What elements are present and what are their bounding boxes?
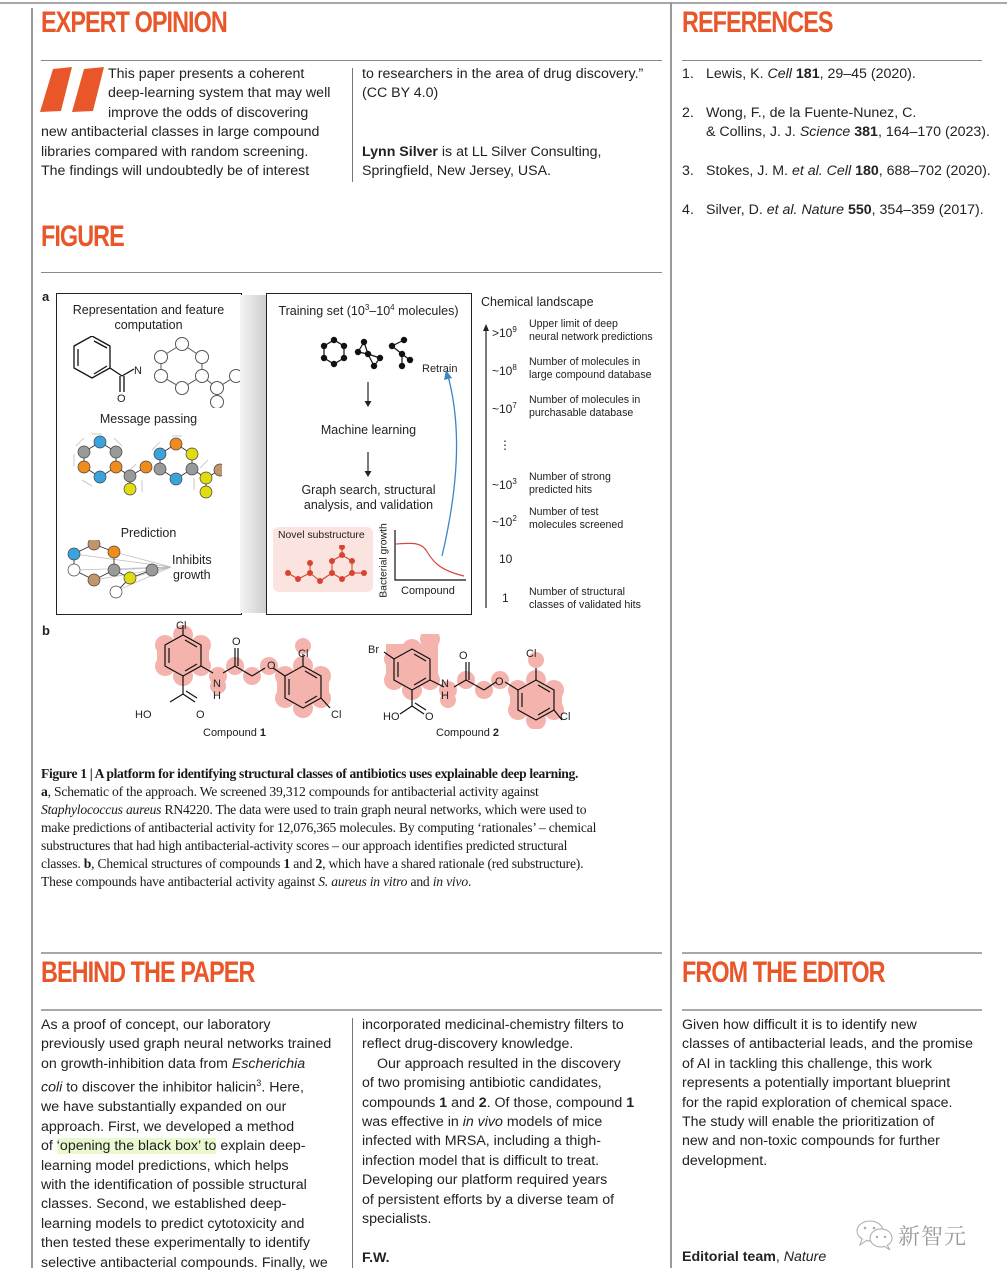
body-line: previously used graph neural networks trained xyxy=(41,1036,332,1053)
scale-exp: 9 xyxy=(512,325,517,334)
body-line: reflect drug-discovery knowledge. xyxy=(362,1036,574,1053)
caption-panel-ref: a xyxy=(41,784,48,799)
reference-journal: Cell xyxy=(826,163,852,179)
italic-text: in vivo xyxy=(462,1114,503,1131)
landscape-description xyxy=(529,506,623,532)
body-line xyxy=(362,1113,662,1132)
behind-paper-col1 xyxy=(41,1016,346,1273)
representation-title: Representation and feature xyxy=(72,303,225,317)
signature-sep: , xyxy=(775,1249,784,1265)
right-column-rule xyxy=(670,2,672,1268)
body-line: specialists. xyxy=(362,1211,432,1228)
behind-paper-col2 xyxy=(362,1016,662,1268)
inhibits-text: Inhibits xyxy=(172,553,212,567)
compound-2-n: N xyxy=(441,678,449,690)
arrow-down-icon xyxy=(363,382,373,408)
training-text: –10 xyxy=(369,304,391,319)
body-line: we have substantially expanded on our xyxy=(41,1099,287,1116)
novel-substructure-label: Novel substructure xyxy=(278,530,365,541)
landscape-value: 1 xyxy=(502,591,509,605)
author-location: Springfield, New Jersey, USA. xyxy=(362,163,551,180)
body-line: classes of antibacterial leads, and the promise xyxy=(682,1036,974,1053)
body-line: Developing our platform required years xyxy=(362,1172,608,1189)
training-set-label xyxy=(266,303,471,318)
training-text: molecules) xyxy=(394,304,459,319)
quote-line: improve the odds of discovering xyxy=(108,104,309,121)
from-editor-top-rule xyxy=(682,952,982,954)
body-text: was effective in xyxy=(362,1114,463,1131)
representation-title-2: computation xyxy=(114,318,183,332)
scale-exp: 7 xyxy=(512,401,517,410)
body-line xyxy=(41,1137,346,1156)
landscape-value xyxy=(492,325,517,340)
compound-2-label xyxy=(436,727,499,739)
reference-volume: 550 xyxy=(847,202,872,218)
caption-line xyxy=(41,873,661,891)
body-line: Given how difficult it is to identify new xyxy=(682,1017,917,1033)
body-line: new and non-toxic compounds for further xyxy=(682,1133,940,1150)
reference-pages: , 164–170 (2023). xyxy=(877,124,990,141)
compound-1-o-ether: O xyxy=(267,660,276,672)
desc-line: predicted hits xyxy=(529,484,593,496)
landscape-description xyxy=(529,356,652,382)
training-exp: 4 xyxy=(390,303,395,312)
body-line: for the rapid exploration of chemical space. xyxy=(682,1094,953,1111)
compound-1-o-acid: O xyxy=(196,709,205,721)
scale-prefix: ~10 xyxy=(492,515,513,529)
message-passing-graphs xyxy=(72,432,222,500)
body-line: incorporated medicinal-chemistry filters to xyxy=(362,1017,624,1033)
compound-2-o-ether: O xyxy=(495,676,504,688)
desc-line: large compound database xyxy=(529,369,652,381)
compound-2-o-acid: O xyxy=(425,711,434,723)
caption-line: substructures that had high antibacterial-activity scores – our approach identifies predicted structural xyxy=(41,838,568,853)
body-line: The study will enable the prioritization of xyxy=(682,1114,935,1131)
quote-line: to researchers in the area of drug discovery.” xyxy=(362,66,644,82)
compound-ref: 1 xyxy=(439,1094,448,1111)
compound-2-ho: HO xyxy=(383,711,400,723)
desc-line: Number of structural xyxy=(529,586,625,598)
expert-quote-col2 xyxy=(362,65,662,181)
signature-bold: Editorial team xyxy=(682,1249,776,1265)
reference-journal: Science xyxy=(799,124,851,141)
compound-ref: 2 xyxy=(478,1094,487,1111)
reference-item xyxy=(682,65,916,84)
landscape-description xyxy=(529,394,640,420)
body-line: with the identification of possible structural xyxy=(41,1176,307,1193)
body-line: development. xyxy=(682,1152,768,1169)
landscape-arrow xyxy=(481,322,491,608)
quote-line: deep-learning system that may well xyxy=(108,85,331,102)
species-italic: coli xyxy=(41,1079,63,1096)
landscape-description xyxy=(529,471,611,497)
expert-quote-col1 xyxy=(41,65,341,181)
author-line xyxy=(362,143,662,162)
novel-substructure-molecule xyxy=(282,545,372,587)
compound-2-cl-right: Cl xyxy=(560,711,571,723)
scale-prefix: ~10 xyxy=(492,402,513,416)
body-text: on growth-inhibition data from xyxy=(41,1055,232,1072)
caption-species: Staphylococcus aureus xyxy=(41,802,162,817)
desc-line: molecules screened xyxy=(529,519,624,531)
compound-text: Compound xyxy=(436,727,493,739)
body-text: and xyxy=(447,1094,479,1111)
atom-o-label: O xyxy=(117,393,126,405)
caption-text: , Chemical structures of compounds xyxy=(91,856,284,871)
growth-text: growth xyxy=(173,568,211,582)
left-column-rule xyxy=(31,8,33,1268)
reference-journal: Nature xyxy=(801,202,845,218)
behind-paper-top-rule xyxy=(41,952,662,954)
highlighted-phrase[interactable]: ‘opening the black box’ to xyxy=(56,1138,217,1155)
caption-italic: in vivo xyxy=(432,874,468,889)
panel-b-label: b xyxy=(42,623,50,638)
reference-pages: , 354–359 (2017). xyxy=(871,202,984,218)
reference-item xyxy=(682,201,984,220)
quote-line: The findings will undoubtedly be of interest xyxy=(41,163,310,180)
reference-number: 2. xyxy=(682,105,694,121)
compound-1-ho: HO xyxy=(135,709,152,721)
body-line: of persistent efforts by a diverse team of xyxy=(362,1191,615,1208)
desc-line: Number of molecules in xyxy=(529,394,641,406)
body-text: models of mice xyxy=(502,1114,603,1131)
arrow-down-icon xyxy=(363,452,373,478)
wechat-icon xyxy=(855,1219,895,1251)
references-heading: REFERENCES xyxy=(682,6,833,39)
reference-number: 1. xyxy=(682,66,694,82)
from-the-editor-heading: FROM THE EDITOR xyxy=(682,956,885,989)
caption-text: and xyxy=(407,874,433,889)
caption-compound-ref: 2 xyxy=(315,856,323,871)
body-line: As a proof of concept, our laboratory xyxy=(41,1017,271,1033)
training-text: Training set (10 xyxy=(278,304,365,319)
body-text: compounds xyxy=(362,1094,440,1111)
body-text: explain deep- xyxy=(216,1138,306,1155)
compound-2-structure xyxy=(372,634,572,729)
body-line: of two promising antibiotic candidates, xyxy=(362,1075,602,1092)
desc-line: Upper limit of deep xyxy=(529,318,618,330)
compound-number: 2 xyxy=(492,727,499,739)
compound-1-cl-right: Cl xyxy=(331,709,342,721)
from-editor-text xyxy=(682,1016,987,1171)
caption-text: . xyxy=(467,874,472,889)
compound-axis-label: Compound xyxy=(401,585,455,597)
reference-number: 3. xyxy=(682,163,694,179)
top-rule xyxy=(0,2,1007,4)
landscape-value xyxy=(492,514,517,529)
quote-line: libraries compared with random screening. xyxy=(41,143,309,160)
reference-pages: , 688–702 (2020). xyxy=(878,163,991,179)
compound-2-br: Br xyxy=(368,644,379,656)
reference-volume: 381 xyxy=(854,124,878,141)
desc-line: classes of validated hits xyxy=(529,599,641,611)
scale-prefix: ~10 xyxy=(492,364,513,378)
quote-line: new antibacterial classes in large compound xyxy=(41,124,320,141)
benzamide-structure xyxy=(64,336,244,408)
quote-line: (CC BY 4.0) xyxy=(362,85,439,102)
compound-number: 1 xyxy=(259,727,266,739)
body-line: learning model predictions, which helps xyxy=(41,1157,289,1174)
prediction-label: Prediction xyxy=(120,526,177,540)
desc-line: Number of strong xyxy=(529,471,611,483)
desc-line: Number of molecules in xyxy=(529,356,641,368)
compound-2-o-carbonyl: O xyxy=(459,650,468,662)
body-line xyxy=(362,1094,662,1113)
editor-signature xyxy=(682,1248,826,1267)
reference-number: 4. xyxy=(682,202,694,218)
scale-exp: 3 xyxy=(512,477,517,486)
quote-line: This paper presents a coherent xyxy=(108,66,305,82)
figure-caption xyxy=(41,765,661,891)
compound-1-cl-ring: Cl xyxy=(298,648,309,660)
author-affiliation: is at LL Silver Consulting, xyxy=(437,143,602,160)
caption-text: These compounds have antibacterial activity against xyxy=(41,874,319,889)
body-line: approach. First, we developed a method xyxy=(41,1118,295,1135)
landscape-value xyxy=(492,401,517,416)
reference-authors: Wong, F., de la Fuente-Nunez, C. xyxy=(706,105,917,121)
landscape-value: 10 xyxy=(499,552,513,566)
body-text: . Of those, compound xyxy=(486,1094,627,1111)
reference-journal: Cell xyxy=(767,66,792,82)
signature-italic: Nature xyxy=(783,1249,827,1265)
landscape-value xyxy=(492,363,517,378)
landscape-description xyxy=(529,586,641,612)
body-text: . Here, xyxy=(261,1079,304,1096)
landscape-description xyxy=(529,318,653,344)
panel-a-label: a xyxy=(42,289,50,304)
references-rule xyxy=(682,60,982,61)
caption-text: , which have a shared rationale (red substructure). xyxy=(322,856,584,871)
compound-1-cl-top: Cl xyxy=(176,620,187,632)
chemical-landscape-title: Chemical landscape xyxy=(481,295,594,309)
retrain-label: Retrain xyxy=(422,363,458,375)
desc-line: purchasable database xyxy=(529,407,634,419)
reference-authors: & Collins, J. J. xyxy=(706,124,800,141)
behind-paper-rule xyxy=(41,1009,662,1011)
body-line: of AI in tackling this challenge, this work xyxy=(682,1055,932,1072)
caption-line xyxy=(41,783,661,801)
reference-authors: Stokes, J. M. xyxy=(706,163,792,179)
reference-volume: 180 xyxy=(855,163,879,179)
prediction-graph xyxy=(66,540,176,602)
caption-compound-ref: 1 xyxy=(283,856,291,871)
scale-exp: 8 xyxy=(512,363,517,372)
reference-authors: Silver, D. xyxy=(706,202,767,218)
body-line: selective antibacterial compounds. Finally, we xyxy=(41,1254,328,1271)
scale-prefix: >10 xyxy=(492,326,513,340)
reference-item xyxy=(682,104,990,143)
desc-line: Number of test xyxy=(529,506,599,518)
compound-2-h: H xyxy=(441,690,449,702)
landscape-ellipsis: ⋮ xyxy=(499,438,511,452)
caption-text: and xyxy=(290,856,316,871)
message-passing-label: Message passing xyxy=(99,412,198,426)
reference-authors: Lewis, K. xyxy=(706,66,768,82)
body-line: then tested these experimentally to identify xyxy=(41,1235,310,1252)
compound-1-n: N xyxy=(213,678,221,690)
scale-prefix: ~10 xyxy=(492,478,513,492)
caption-italic: in vitro xyxy=(366,874,408,889)
caption-title: Figure 1 | A platform for identifying structural classes of antibiotics uses explainable deep learning. xyxy=(41,766,578,781)
caption-text: classes. xyxy=(41,856,84,871)
reference-etal: et al. xyxy=(766,202,798,218)
body-line: Our approach resulted in the discovery xyxy=(377,1055,621,1072)
reference-volume: 181 xyxy=(795,66,820,82)
body-line: infection model that is difficult to treat. xyxy=(362,1152,600,1169)
growth-curve-plot xyxy=(394,530,466,582)
body-line: classes. Second, we established deep- xyxy=(41,1196,287,1213)
citation-superscript: 3 xyxy=(256,1078,262,1089)
machine-learning-label: Machine learning xyxy=(320,423,417,437)
compound-text: Compound xyxy=(203,727,260,739)
reference-etal: et al. xyxy=(791,163,823,179)
body-line: represents a potentially important blueprint xyxy=(682,1075,951,1092)
graph-search-text: analysis, and validation xyxy=(303,498,434,512)
desc-line: neural network predictions xyxy=(529,331,653,343)
bacterial-growth-axis-label: Bacterial growth xyxy=(378,523,390,598)
from-editor-rule xyxy=(682,1009,982,1011)
watermark-text: 新智元 xyxy=(898,1225,968,1250)
reference-item xyxy=(682,162,991,181)
landscape-value xyxy=(492,477,517,492)
expert-opinion-rule xyxy=(41,60,662,61)
caption-panel-ref: b xyxy=(83,856,92,871)
author-signature: F.W. xyxy=(362,1249,390,1266)
caption-line: make predictions of antibacterial activity for 12,076,365 molecules. By computing ‘rationales’ – chemical xyxy=(41,820,597,835)
body-text: to discover the inhibitor halicin xyxy=(62,1079,257,1096)
caption-text: RN4220. The data were used to train graph neural networks, which were used to xyxy=(161,802,587,817)
column-separator xyxy=(352,1018,353,1268)
compound-ref: 1 xyxy=(626,1094,635,1111)
behind-the-paper-heading: BEHIND THE PAPER xyxy=(41,956,255,989)
compound-1-o-carbonyl: O xyxy=(232,636,241,648)
compound-1-h: H xyxy=(213,690,221,702)
reference-pages: , 29–45 (2020). xyxy=(819,66,916,82)
body-line xyxy=(41,1074,346,1098)
training-molecules xyxy=(318,332,422,372)
caption-species: S. aureus xyxy=(318,874,367,889)
caption-text: , Schematic of the approach. We screened 39,312 compounds for antibacterial activity against xyxy=(47,784,539,799)
compound-2-cl-ring: Cl xyxy=(526,648,537,660)
caption-line xyxy=(41,801,661,819)
body-line xyxy=(41,1055,346,1074)
compound-1-label xyxy=(203,727,266,739)
body-line: learning models to predict cytotoxicity and xyxy=(41,1215,305,1232)
author-name: Lynn Silver xyxy=(362,143,438,160)
atom-n-label: N xyxy=(134,365,142,377)
caption-line xyxy=(41,855,661,873)
expert-opinion-heading: EXPERT OPINION xyxy=(41,6,227,39)
scale-exp: 2 xyxy=(512,514,517,523)
graph-search-text: Graph search, structural xyxy=(301,483,436,497)
training-exp: 3 xyxy=(364,303,370,312)
species-italic: Escherichia xyxy=(231,1055,306,1072)
body-line: infected with MRSA, including a thigh- xyxy=(362,1133,601,1150)
column-separator xyxy=(352,68,353,182)
body-text: of xyxy=(41,1138,57,1155)
inhibits-growth-label xyxy=(172,553,212,583)
figure-heading: FIGURE xyxy=(41,220,124,253)
figure-rule xyxy=(41,272,662,273)
